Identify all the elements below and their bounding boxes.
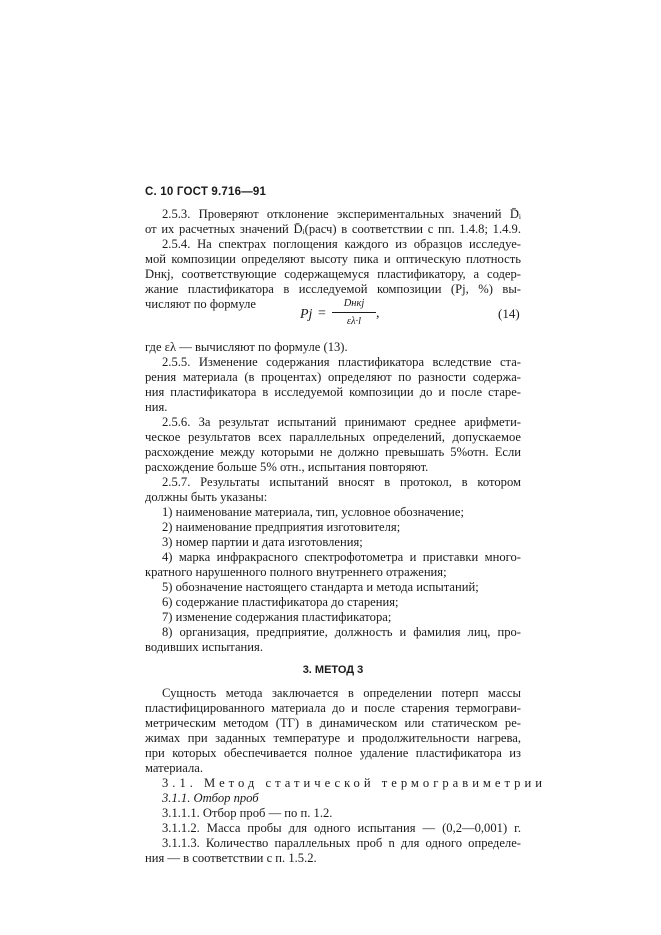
text-line: 2.5.4. На спектрах поглощения каждого из образцов исследуе-: [162, 237, 521, 251]
list-item: кратного нарушенного полного внутреннего отражения;: [145, 565, 447, 579]
text-line: ния пластификатора в исследуемой композиции до и после старе-: [145, 385, 521, 399]
list-item: 2) наименование предприятия изготовителя;: [162, 520, 401, 534]
page-header: С. 10 ГОСТ 9.716—91: [145, 186, 267, 198]
formula-comma: ,: [376, 306, 380, 321]
text-line: материала.: [145, 761, 203, 775]
formula-lhs: Pj: [300, 307, 313, 322]
subsection-title: 3.1.1. Отбор проб: [162, 791, 259, 805]
formula-14: [290, 297, 530, 333]
text-line: 3.1.1.3. Количество параллельных проб n для одного определе-: [162, 836, 521, 850]
formula-denominator: ελ·l: [346, 316, 362, 327]
formula-equals: =: [318, 306, 326, 321]
text-line: где ελ — вычисляют по формуле (13).: [145, 340, 348, 354]
formula-numerator: Dнкj: [343, 298, 365, 309]
formula-fraction: [332, 297, 376, 329]
text-line: пластифицированного материала до и после старения термограви-: [145, 701, 521, 715]
section-title: 3. МЕТОД 3: [302, 664, 364, 676]
text-line: Dнкj, соответствующие содержащемуся пластификатору, а содер-: [145, 267, 521, 281]
list-item: 8) организация, предприятие, должность и фамилия лиц, про-: [162, 625, 521, 639]
formula-number: (14): [498, 306, 520, 321]
list-item: 7) изменение содержания пластификатора;: [162, 610, 392, 624]
text-line: Сущность метода заключается в определении потерп массы: [162, 686, 521, 700]
text-line: рения материала (в процентах) определяют по разности содержа-: [145, 370, 521, 384]
list-item: 6) содержание пластификатора до старения;: [162, 595, 399, 609]
text-line: ческое результатов всех параллельных определений, допускаемое: [145, 430, 521, 444]
text-line: 2.5.3. Проверяют отклонение экспериментальных значений D̄ᵢ: [162, 207, 521, 221]
text-line: расхождение больше 5% отн., испытания повторяют.: [145, 460, 429, 474]
text-line: числяют по формуле: [145, 297, 256, 311]
list-item: 4) марка инфракрасного спектрофотометра и приставки много-: [162, 550, 521, 564]
text-line: 2.5.7. Результаты испытаний вносят в протокол, в котором: [162, 475, 521, 489]
text-line: должны быть указаны:: [145, 490, 268, 504]
text-line: 2.5.6. За результат испытаний принимают среднее арифмети-: [162, 415, 521, 429]
text-line: метрическим методом (ТГ) в динамическом или статическом ре-: [145, 716, 521, 730]
text-line: 3.1.1.1. Отбор проб — по п. 1.2.: [162, 806, 333, 820]
text-line: жимах при заданных температуре и продолжительности нагрева,: [145, 731, 521, 745]
list-item: 1) наименование материала, тип, условное обозначение;: [162, 505, 464, 519]
text-line: ния — в соответствии с п. 1.5.2.: [145, 851, 317, 865]
text-line: расхождение между которыми не должно превышать 5%отн. Если: [145, 445, 521, 459]
list-item: 5) обозначение настоящего стандарта и метода испытаний;: [162, 580, 479, 594]
fraction-bar: [332, 312, 376, 313]
list-item: водивших испытания.: [145, 640, 263, 654]
text-line: жание пластификатора в исследуемой композиции (Pj, %) вы-: [145, 282, 521, 296]
text-line: 2.5.5. Изменение содержания пластификатора вследствие ста-: [162, 355, 521, 369]
text-line: при которых обеспечивается полное удаление пластификатора из: [145, 746, 521, 760]
text-line: мой композиции определяют высоту пика и оптическую плотность: [145, 252, 521, 266]
text-line: ния.: [145, 400, 168, 414]
list-item: 3) номер партии и дата изготовления;: [162, 535, 363, 549]
text-line: 3.1.1.2. Масса пробы для одного испытания — (0,2—0,001) г.: [162, 821, 521, 835]
subsection-title: 3.1. Метод статической термогравиметрии: [162, 776, 546, 790]
text-line: от их расчетных значений D̄ᵢ(расч) в соответствии с пп. 1.4.8; 1.4.9.: [145, 222, 521, 236]
